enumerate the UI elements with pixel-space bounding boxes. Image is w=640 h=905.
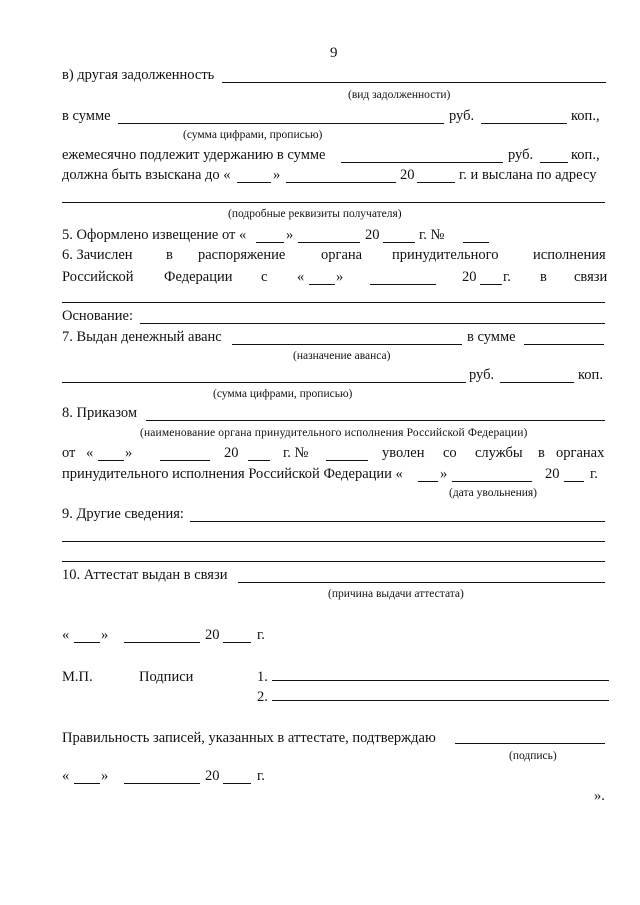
- other-debt-label: в) другая задолженность: [62, 67, 215, 83]
- order-body-caption: (наименование органа принудительного исполнения Российской Федерации): [140, 427, 528, 439]
- issue-day-field[interactable]: [74, 642, 100, 643]
- other-info-field-1[interactable]: [190, 521, 605, 522]
- debt-type-field[interactable]: [222, 82, 606, 83]
- other-info-field-3[interactable]: [62, 561, 605, 562]
- order-month-field[interactable]: [160, 460, 210, 461]
- seal-label: М.П.: [62, 669, 93, 685]
- confirm-open-quote: «: [62, 768, 70, 784]
- issue-year-field[interactable]: [223, 642, 251, 643]
- advance-purpose-caption: (назначение аванса): [293, 350, 391, 362]
- dismissal-year-field[interactable]: [564, 481, 584, 482]
- certificate-issued-label: 10. Аттестат выдан в связи: [62, 567, 228, 583]
- advance-sum-field[interactable]: [62, 382, 466, 383]
- certificate-reason-caption: (причина выдачи аттестата): [328, 588, 464, 600]
- enrolled-line2-word-1: Российской: [62, 269, 134, 285]
- debt-type-caption: (вид задолженности): [348, 89, 451, 101]
- due-close-quote: »: [273, 167, 281, 183]
- due-suffix: г. и выслана по адресу: [459, 167, 597, 183]
- enrolled-close-quote: »: [336, 269, 344, 285]
- advance-label: 7. Выдан денежный аванс: [62, 329, 222, 345]
- due-day-field[interactable]: [237, 182, 271, 183]
- notice-number-field[interactable]: [463, 242, 489, 243]
- issue-year-prefix: 20: [205, 627, 220, 643]
- other-info-field-2[interactable]: [62, 541, 605, 542]
- confirm-signature-field[interactable]: [455, 743, 605, 744]
- order-word-3: службы: [475, 445, 523, 461]
- enrolled-line2-word-3: с: [261, 269, 268, 285]
- due-month-field[interactable]: [286, 182, 396, 183]
- advance-kop: коп.: [578, 367, 603, 383]
- debt-amount-kop-field[interactable]: [481, 123, 567, 124]
- order-word-1: уволен: [382, 445, 425, 461]
- signature-1-number: 1.: [257, 669, 268, 685]
- other-info-label: 9. Другие сведения:: [62, 506, 184, 522]
- enrolled-word-6: исполнения: [533, 247, 606, 263]
- dismissal-year-g: г.: [590, 466, 598, 482]
- notice-month-field[interactable]: [298, 242, 360, 243]
- confirm-text: Правильность записей, указанных в аттестате, подтверждаю: [62, 730, 436, 746]
- notice-year-prefix: 20: [365, 227, 380, 243]
- enrolled-reason-field[interactable]: [62, 302, 605, 303]
- enrolled-month-field[interactable]: [370, 284, 436, 285]
- signature-2-number: 2.: [257, 689, 268, 705]
- recipient-caption: (подробные реквизиты получателя): [228, 208, 402, 220]
- due-prefix: должна быть взыскана до «: [62, 167, 231, 183]
- confirm-month-field[interactable]: [124, 783, 200, 784]
- enrolled-year-prefix: 20: [462, 269, 477, 285]
- advance-kop-field[interactable]: [500, 382, 574, 383]
- advance-purpose-field[interactable]: [232, 344, 462, 345]
- dismissal-date-caption: (дата увольнения): [449, 487, 538, 499]
- enrolled-day-field[interactable]: [309, 284, 335, 285]
- notice-day-field[interactable]: [256, 242, 284, 243]
- basis-field[interactable]: [140, 323, 605, 324]
- enrolled-line2-word-5: связи: [574, 269, 608, 285]
- confirm-close-quote: »: [101, 768, 109, 784]
- confirm-day-field[interactable]: [74, 783, 100, 784]
- dismissal-month-field[interactable]: [452, 481, 532, 482]
- enrolled-year-g: г.: [503, 269, 511, 285]
- closing-mark: ».: [594, 788, 605, 804]
- enrolled-line2-word-2: Федерации: [164, 269, 233, 285]
- enrolled-line2-word-4: в: [540, 269, 547, 285]
- monthly-amount-field[interactable]: [341, 162, 503, 163]
- dismissal-close-quote: »: [440, 466, 448, 482]
- order-year-prefix: 20: [224, 445, 239, 461]
- order-close-quote: »: [125, 445, 133, 461]
- order-open-quote: «: [86, 445, 94, 461]
- enrolled-word-1: 6. Зачислен: [62, 247, 133, 263]
- enrolled-open-quote: «: [297, 269, 305, 285]
- signature-2-field[interactable]: [272, 700, 609, 701]
- notice-year-field[interactable]: [383, 242, 415, 243]
- order-number-label: г. №: [283, 445, 309, 461]
- dismissal-year-prefix: 20: [545, 466, 560, 482]
- order-day-field[interactable]: [98, 460, 124, 461]
- issue-open-quote: «: [62, 627, 70, 643]
- advance-sum-caption: (сумма цифрами, прописью): [213, 388, 353, 400]
- debt-amount-field[interactable]: [118, 123, 444, 124]
- order-year-field[interactable]: [248, 460, 270, 461]
- order-ot: от: [62, 445, 76, 461]
- enrolled-word-3: распоряжение: [198, 247, 286, 263]
- enrolled-year-field[interactable]: [480, 284, 502, 285]
- order-body-field[interactable]: [146, 420, 605, 421]
- notice-close-quote: »: [286, 227, 294, 243]
- order-word-2: со: [443, 445, 457, 461]
- notice-number-label: г. №: [419, 227, 445, 243]
- recipient-details-field[interactable]: [62, 202, 605, 203]
- order-label: 8. Приказом: [62, 405, 138, 421]
- advance-rub: руб.: [469, 367, 495, 383]
- signature-1-field[interactable]: [272, 680, 609, 681]
- advance-amount-field[interactable]: [524, 344, 604, 345]
- confirm-signature-caption: (подпись): [509, 750, 557, 762]
- enrolled-word-4: органа: [321, 247, 363, 263]
- confirm-year-prefix: 20: [205, 768, 220, 784]
- notice-prefix: 5. Оформлено извещение от «: [62, 227, 247, 243]
- order-word-5: органах: [556, 445, 605, 461]
- issue-month-field[interactable]: [124, 642, 200, 643]
- enrolled-word-2: в: [166, 247, 173, 263]
- order-number-field[interactable]: [326, 460, 368, 461]
- enrolled-word-5: принудительного: [392, 247, 499, 263]
- issue-year-g: г.: [257, 627, 265, 643]
- issue-close-quote: »: [101, 627, 109, 643]
- monthly-rub: руб.: [508, 147, 534, 163]
- confirm-year-g: г.: [257, 768, 265, 784]
- basis-label: Основание:: [62, 308, 133, 324]
- debt-amount-rub: руб.: [449, 108, 475, 124]
- due-year-field[interactable]: [417, 182, 455, 183]
- advance-amount-label: в сумме: [467, 329, 516, 345]
- debt-amount-kop: коп.,: [571, 108, 600, 124]
- certificate-reason-field[interactable]: [238, 582, 605, 583]
- order-word-4: в: [538, 445, 545, 461]
- page-number: 9: [330, 45, 338, 61]
- monthly-deduction-text: ежемесячно подлежит удержанию в сумме: [62, 147, 326, 163]
- dismissal-text: принудительного исполнения Российской Федерации «: [62, 466, 403, 482]
- debt-amount-label: в сумме: [62, 108, 111, 124]
- dismissal-day-field[interactable]: [418, 481, 438, 482]
- due-year-prefix: 20: [400, 167, 415, 183]
- monthly-kop-field[interactable]: [540, 162, 568, 163]
- signatures-label: Подписи: [139, 669, 194, 685]
- monthly-kop: коп.,: [571, 147, 600, 163]
- confirm-year-field[interactable]: [223, 783, 251, 784]
- debt-amount-caption: (сумма цифрами, прописью): [183, 129, 323, 141]
